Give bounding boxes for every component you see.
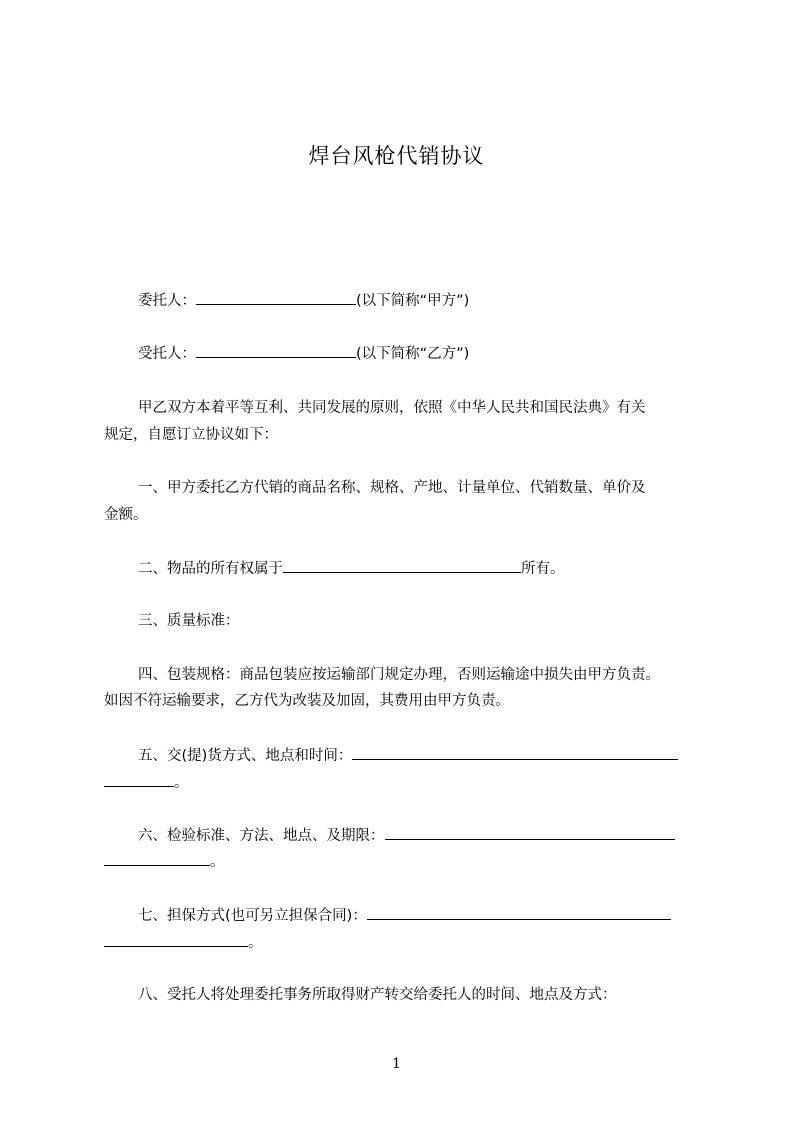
inspection-blank-1[interactable] — [385, 825, 675, 840]
agent-line — [104, 343, 758, 364]
inspection-blank-2[interactable] — [104, 851, 210, 866]
clause-5-line-1 — [104, 745, 758, 766]
client-label: 委托人： — [138, 293, 196, 309]
clause-6-end: 。 — [210, 854, 225, 870]
clause-3-line: 三、质量标准： — [138, 613, 240, 629]
clause-4-line-2: 如因不符运输要求，乙方代为改装及加固，其费用由甲方负责。 — [104, 693, 510, 709]
agent-label: 受托人： — [138, 346, 196, 362]
clause-2-line — [104, 558, 758, 579]
clause-1-line-1: 一、甲方委托乙方代销的商品名称、规格、产地、计量单位、代销数量、单价及 — [138, 480, 646, 496]
preamble-line-2: 规定，自愿订立协议如下： — [104, 427, 278, 443]
agent-name-blank[interactable] — [196, 343, 356, 358]
clause-5-line-2 — [104, 772, 724, 793]
clause-1-line-2: 金额。 — [104, 507, 148, 523]
clause-7-end: 。 — [248, 935, 263, 951]
clause-4-line-1: 四、包装规格：商品包装应按运输部门规定办理，否则运输途中损失由甲方负责。 — [138, 667, 660, 683]
clause-7-prefix: 七、担保方式(也可另立担保合同)： — [138, 908, 367, 924]
clause-2-suffix: 所有。 — [521, 561, 565, 577]
clause-6-line-2 — [104, 851, 724, 872]
preamble-line-1: 甲乙双方本着平等互利、共同发展的原则，依照《中华人民共和国民法典》有关 — [138, 400, 646, 416]
guarantee-blank-2[interactable] — [104, 932, 248, 947]
delivery-blank-1[interactable] — [352, 745, 678, 760]
agent-suffix: (以下简称“乙方”) — [356, 346, 470, 362]
document-title: 焊台风枪代销协议 — [308, 144, 485, 168]
clause-6-prefix: 六、检验标准、方法、地点、及期限： — [138, 828, 385, 844]
guarantee-blank-1[interactable] — [367, 905, 671, 920]
client-line — [104, 290, 758, 311]
clause-7-line-2 — [104, 932, 724, 953]
clause-5-end: 。 — [174, 775, 189, 791]
client-suffix: (以下简称“甲方”) — [356, 293, 470, 309]
page-number: 1 — [392, 1056, 401, 1072]
clause-7-line-1 — [104, 905, 758, 926]
clause-2-prefix: 二、物品的所有权属于 — [138, 561, 283, 577]
clause-6-line-1 — [104, 825, 758, 846]
ownership-blank[interactable] — [283, 558, 521, 573]
clause-8-line: 八、受托人将处理委托事务所取得财产转交给委托人的时间、地点及方式： — [138, 987, 617, 1003]
delivery-blank-2[interactable] — [104, 772, 174, 787]
client-name-blank[interactable] — [196, 290, 356, 305]
clause-5-prefix: 五、交(提)货方式、地点和时间： — [138, 748, 353, 764]
